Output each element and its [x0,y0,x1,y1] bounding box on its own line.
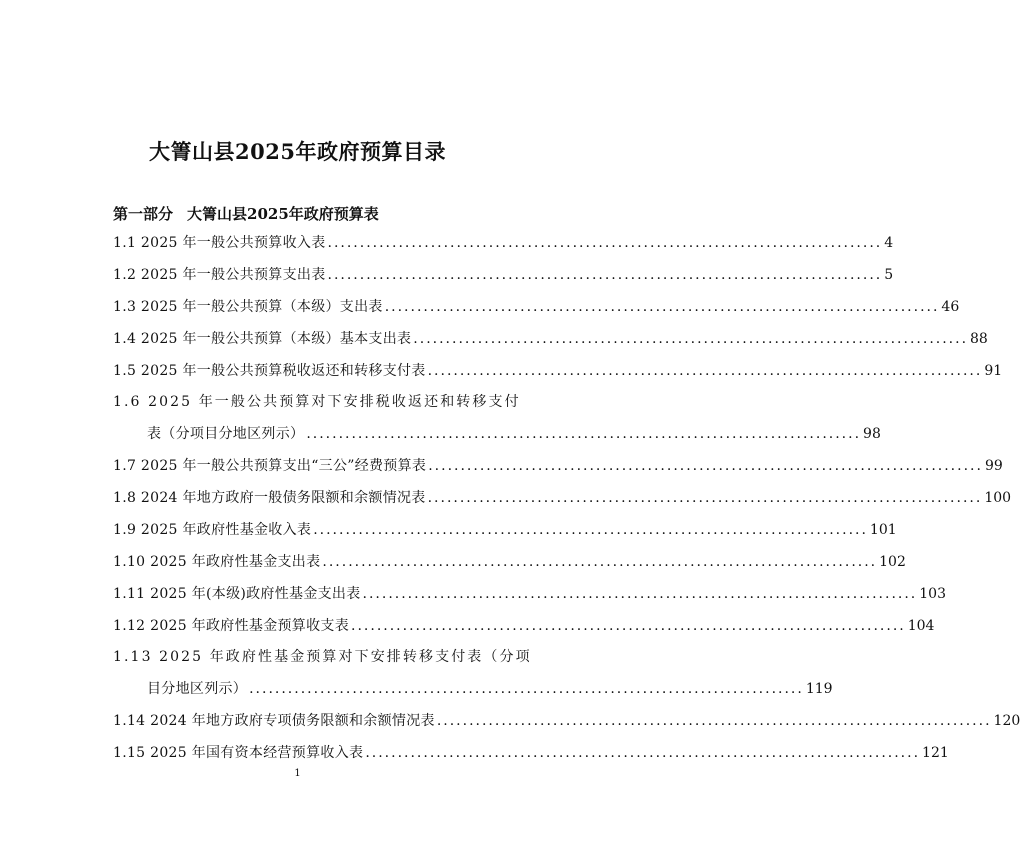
dot-leader: ...................................................................................... [313,522,868,538]
toc-entry-1-5[interactable] [113,360,1003,382]
toc-entry-1-9[interactable] [113,519,897,541]
toc-entry-1-13-continued[interactable] [147,678,833,700]
dot-leader: ...................................................................................... [428,458,983,474]
toc-entry-title: 1.8 2024 年地方政府一般债务限额和余额情况表 [113,490,426,506]
toc-entry-title: 1.14 2024 年地方政府专项债务限额和余额情况表 [113,713,435,729]
dot-leader: ...................................................................................... [427,363,983,379]
toc-entry-page: 99 [984,458,1003,474]
dot-leader: ...................................................................................... [413,331,969,347]
toc-entry-1-2[interactable] [113,264,894,286]
dot-leader: ...................................................................................... [351,618,906,634]
toc-entry-title: 1.12 2025 年政府性基金预算收支表 [113,618,350,634]
dot-leader: ...................................................................................... [365,745,921,761]
toc-entry-title: 1.13 2025 年政府性基金预算对下安排转移支付表（分项 [113,649,532,665]
section-part: 第一部分 [113,205,174,223]
dot-leader: ...................................................................................... [327,235,883,251]
toc-entry-page: 4 [884,235,894,251]
toc-entry-page: 91 [984,363,1003,379]
toc-entry-1-3[interactable] [113,296,960,318]
toc-entry-1-14[interactable] [113,710,1020,732]
dot-leader: ...................................................................................... [249,681,804,697]
toc-entry-page: 103 [919,586,946,602]
toc-entry-1-7[interactable] [113,455,1003,477]
toc-entry-title-continued: 目分地区列示） [147,681,248,697]
toc-entry-title: 1.10 2025 年政府性基金支出表 [113,554,321,570]
page-number: 1 [294,768,301,779]
toc-entry-1-13[interactable] [113,646,532,668]
toc-entry-1-6-continued[interactable] [147,423,881,445]
dot-leader: ...................................................................................... [384,299,940,315]
toc-entry-title: 1.11 2025 年(本级)政府性基金支出表 [113,586,361,602]
toc-entry-title: 1.15 2025 年国有资本经营预算收入表 [113,745,364,761]
document-title: 大箐山县2025年政府预算目录 [149,139,446,164]
toc-entry-page: 100 [984,490,1012,506]
toc-entry-title-continued: 表（分项目分地区列示） [147,426,305,442]
toc-entry-1-6[interactable] [113,391,521,413]
toc-entry-1-12[interactable] [113,615,935,637]
dot-leader: ...................................................................................... [327,267,883,283]
toc-entry-1-10[interactable] [113,551,906,573]
toc-entry-1-8[interactable] [113,487,1012,509]
toc-entry-title: 1.3 2025 年一般公共预算（本级）支出表 [113,299,383,315]
toc-entry-page: 119 [805,681,833,697]
toc-entry-page: 104 [907,618,935,634]
toc-entry-page: 5 [884,267,894,283]
toc-entry-page: 98 [863,426,881,442]
toc-entry-1-4[interactable] [113,328,988,350]
toc-entry-1-11[interactable] [113,583,946,605]
dot-leader: ...................................................................................... [306,426,862,442]
toc-entry-page: 88 [970,331,988,347]
toc-entry-title: 1.9 2025 年政府性基金收入表 [113,522,312,538]
section-name: 大箐山县2025年政府预算表 [187,205,379,223]
dot-leader: ...................................................................................... [362,586,918,602]
toc-entry-title: 1.1 2025 年一般公共预算收入表 [113,235,326,251]
toc-entry-title: 1.5 2025 年一般公共预算税收返还和转移支付表 [113,363,426,379]
toc-entry-title: 1.6 2025 年一般公共预算对下安排税收返还和转移支付 [113,394,521,410]
toc-entry-page: 101 [869,522,897,538]
toc-entry-title: 1.7 2025 年一般公共预算支出“三公”经费预算表 [113,458,427,474]
toc-entry-page: 120 [993,713,1020,729]
dot-leader: ...................................................................................... [436,713,992,729]
toc-entry-page: 46 [941,299,960,315]
toc-entry-page: 102 [879,554,906,570]
section-heading [113,203,379,224]
toc-entry-title: 1.4 2025 年一般公共预算（本级）基本支出表 [113,331,412,347]
dot-leader: ...................................................................................... [322,554,878,570]
toc-entry-page: 121 [922,745,949,761]
toc-entry-title: 1.2 2025 年一般公共预算支出表 [113,267,326,283]
toc-entry-1-15[interactable] [113,742,949,764]
toc-entry-1-1[interactable] [113,232,894,254]
dot-leader: ...................................................................................... [427,490,983,506]
